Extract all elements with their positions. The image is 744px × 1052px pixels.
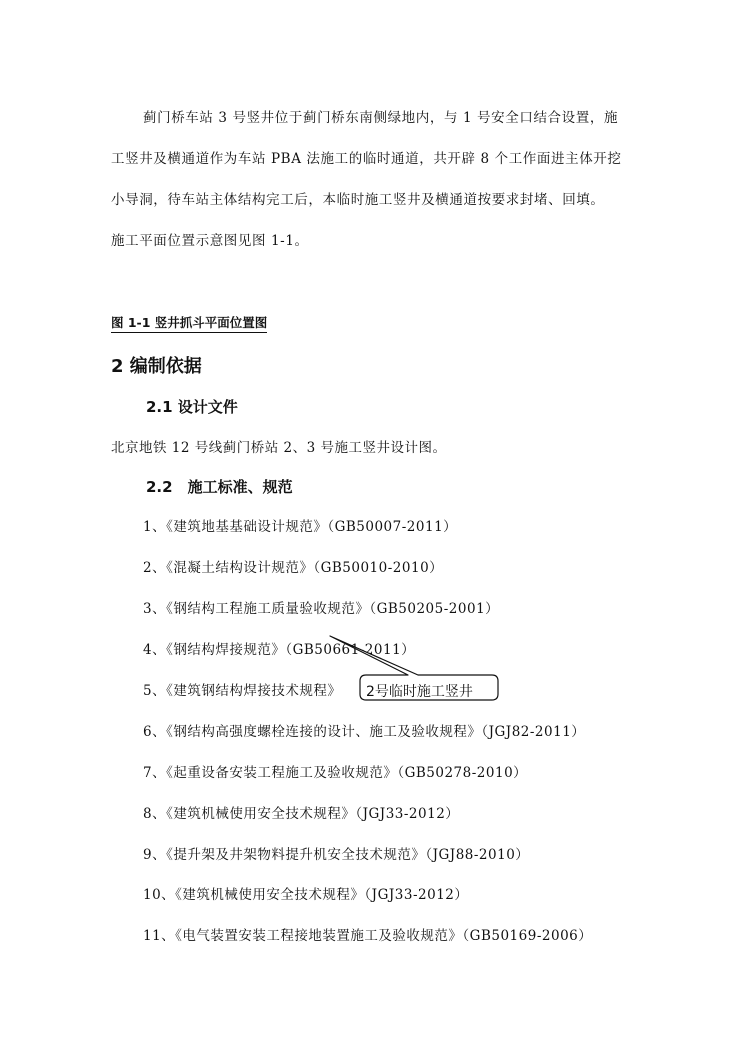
list-item: 6、《钢结构高强度螺栓连接的设计、施工及验收规程》（JGJ82-2011） — [143, 724, 586, 740]
list-item: 3、《钢结构工程施工质量验收规范》（GB50205-2001） — [143, 601, 500, 617]
list-item: 2、《混凝土结构设计规范》（GB50010-2010） — [143, 560, 444, 576]
section-heading: 2 编制依据 — [111, 356, 202, 377]
list-item: 7、《起重设备安装工程施工及验收规范》（GB50278-2010） — [143, 765, 528, 781]
list-item: 1、《建筑地基基础设计规范》（GB50007-2011） — [143, 519, 458, 535]
list-item: 10、《建筑机械使用安全技术规程》（JGJ33-2012） — [143, 887, 469, 903]
design-document-text: 北京地铁 12 号线蓟门桥站 2、3 号施工竖井设计图。 — [111, 440, 447, 456]
subsection-heading-2-1: 2.1 设计文件 — [146, 398, 238, 416]
figure-caption: 图 1-1 竖井抓斗平面位置图 — [111, 313, 267, 333]
list-item: 9、《提升架及井架物料提升机安全技术规范》（JGJ88-2010） — [143, 847, 530, 863]
callout-label: 2号临时施工竖井 — [366, 684, 473, 700]
list-item: 8、《建筑机械使用安全技术规程》（JGJ33-2012） — [143, 806, 460, 822]
intro-line-4: 施工平面位置示意图见图 1-1。 — [111, 233, 309, 249]
intro-line-1: 蓟门桥车站 3 号竖井位于蓟门桥东南侧绿地内，与 1 号安全口结合设置，施 — [143, 110, 619, 126]
list-item: 4、《钢结构焊接规范》（GB50661-2011） — [143, 642, 416, 658]
list-item: 11、《电气装置安装工程接地装置施工及验收规范》（GB50169-2006） — [143, 928, 593, 944]
intro-line-2: 工竖井及横通道作为车站 PBA 法施工的临时通道，共开辟 8 个工作面进主体开挖 — [111, 151, 622, 167]
subsection-heading-2-2: 2.2 施工标准、规范 — [146, 478, 293, 496]
list-item: 5、《建筑钢结构焊接技术规程》 — [143, 683, 342, 699]
intro-line-3: 小导洞，待车站主体结构完工后，本临时施工竖井及横通道按要求封堵、回填。 — [111, 192, 605, 208]
